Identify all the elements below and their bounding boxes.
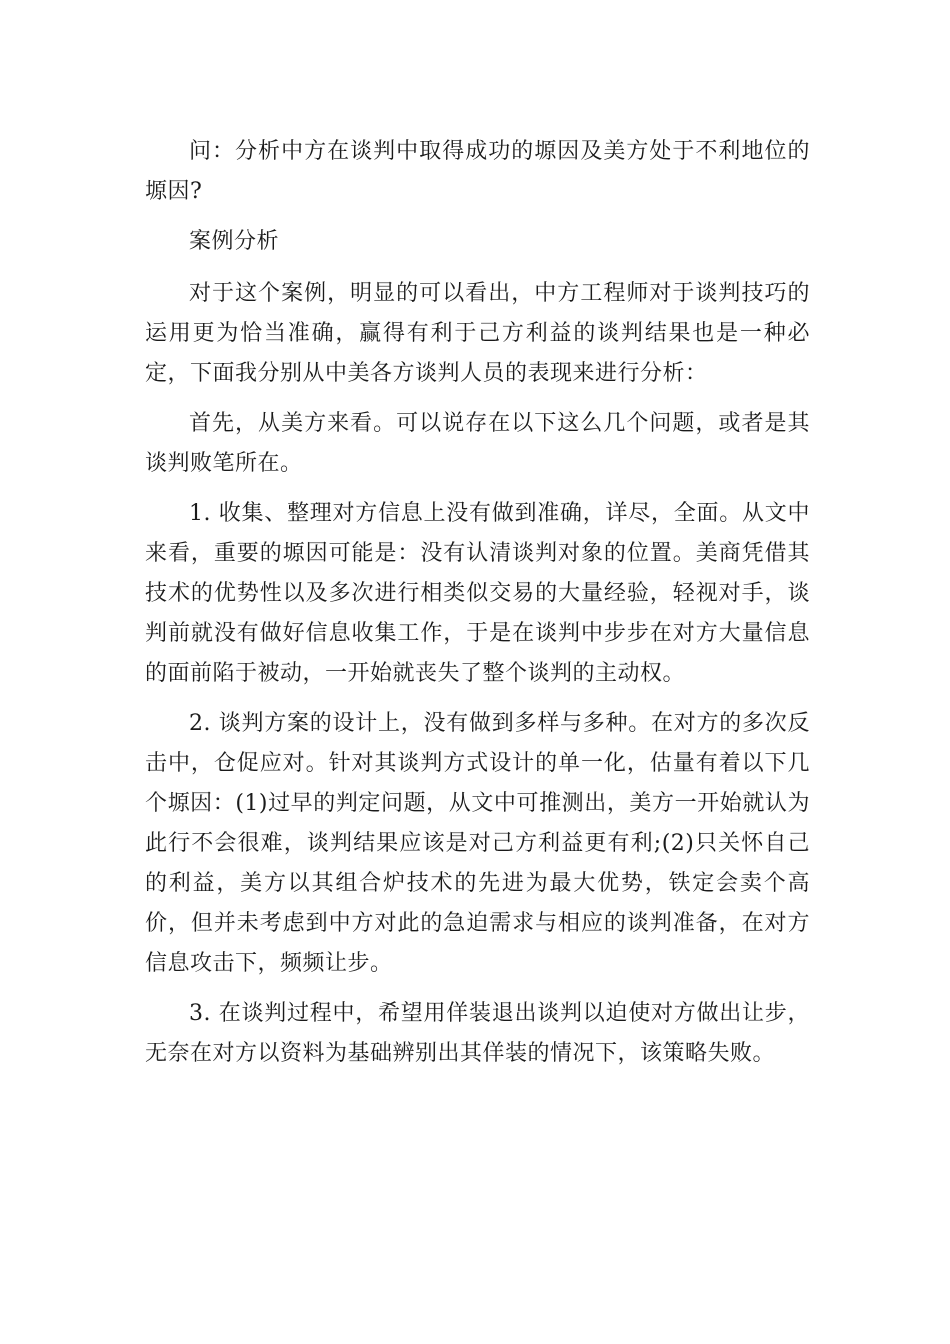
- section-heading: 案例分析: [189, 229, 280, 254]
- document-body: [145, 132, 810, 1084]
- first-point-paragraph: 首先，从美方来看。可以说存在以下这么几个问题，或者是其谈判败笔所在。: [145, 411, 810, 476]
- item-2-paragraph: 2. 谈判方案的设计上，没有做到多样与多种。在对方的多次反击中，仓促应对。针对其谈判方式设计的单一化，估量有着以下几个塬因：(1)过早的判定问题，从文中可推测出，美方一开始就认为此行不会很难，谈判结果应该是对己方利益更有利;(2)只关怀自己的利益，美方以其组合炉技术的先进为最大优势，铁定会卖个高价，但并未考虑到中方对此的急迫需求与相应的谈判准备，在对方信息攻击下，频频让步。: [145, 711, 810, 976]
- intro-paragraph: 对于这个案例，明显的可以看出，中方工程师对于谈判技巧的运用更为恰当准确，赢得有利于己方利益的谈判结果也是一种必定，下面我分别从中美各方谈判人员的表现来进行分析：: [145, 281, 810, 386]
- item-3-paragraph: 3. 在谈判过程中，希望用佯装退出谈判以迫使对方做出让步，无奈在对方以资料为基础辨别出其佯装的情况下，该策略失败。: [145, 1001, 810, 1066]
- question-paragraph: 问：分析中方在谈判中取得成功的塬因及美方处于不利地位的塬因?: [145, 139, 810, 204]
- item-1-paragraph: 1. 收集、整理对方信息上没有做到准确，详尽，全面。从文中来看，重要的塬因可能是：没有认清谈判对象的位置。美商凭借其技术的优势性以及多次进行相类似交易的大量经验，轻视对手，谈判前就没有做好信息收集工作，于是在谈判中步步在对方大量信息的面前陷于被动，一开始就丧失了整个谈判的主动权。: [145, 501, 810, 686]
